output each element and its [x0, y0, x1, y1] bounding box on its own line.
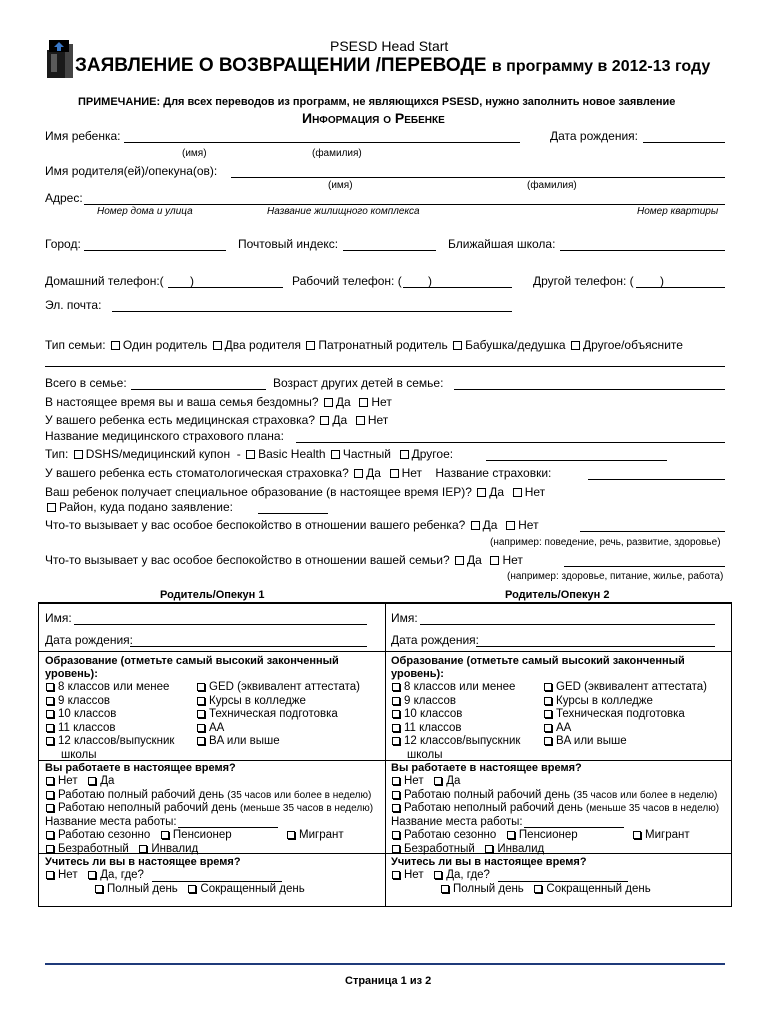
edu-option: 9 классов [404, 694, 456, 707]
g2-name-field[interactable] [420, 624, 715, 625]
workplace-label: Название места работы: [45, 815, 177, 828]
g1-study-heading: Учитесь ли вы в настоящее время? [45, 856, 241, 868]
edu-option: 12 классов/выпускник [58, 735, 175, 747]
work-other: Пенсионер [518, 829, 578, 841]
work-full: Работаю полный рабочий день [404, 788, 571, 801]
district-field[interactable] [258, 513, 328, 514]
g1-dob-label: Дата рождения: [45, 633, 133, 647]
table-mid-border [385, 603, 386, 906]
work-part-hint: (меньше 35 часов в неделю) [240, 803, 374, 814]
checkbox[interactable] [392, 683, 400, 691]
work-part: Работаю неполный рабочий день [58, 802, 237, 814]
district-row [45, 500, 233, 514]
checkbox[interactable] [441, 885, 449, 893]
checkbox[interactable] [47, 503, 56, 512]
edu-option: 11 классов [404, 721, 462, 734]
other-phone-close: ) [660, 274, 664, 288]
work-full-hint: (35 часов или более в неделю) [573, 789, 718, 801]
child-dob-label: Дата рождения: [550, 129, 638, 143]
ins-type-option: DSHS/медицинский купон [85, 447, 231, 461]
checkbox[interactable] [188, 885, 196, 893]
total-family-field[interactable] [131, 389, 266, 390]
no-label: Нет [367, 413, 389, 427]
email-label: Эл. почта: [45, 298, 102, 312]
other-ages-field[interactable] [454, 389, 725, 390]
checkbox[interactable] [46, 683, 54, 691]
work-phone-close: ) [428, 274, 432, 288]
special-ed-row [45, 485, 545, 499]
school-field[interactable] [560, 250, 725, 251]
workplace-label: Название места работы: [391, 815, 523, 828]
zip-label: Почтовый индекс: [238, 237, 339, 251]
edu-option: Курсы в колледже [556, 694, 653, 707]
checkbox[interactable] [392, 710, 400, 718]
checkbox[interactable] [74, 450, 83, 459]
g2-edu-right [543, 681, 707, 749]
edu-option: 10 классов [404, 708, 463, 720]
homeless-row [45, 395, 392, 409]
checkbox[interactable] [46, 737, 54, 745]
work-other: Пенсионер [172, 829, 232, 841]
child-concern-row [45, 518, 539, 532]
checkbox[interactable] [197, 737, 205, 745]
table-bottom-border [38, 906, 732, 907]
checkbox[interactable] [320, 416, 329, 425]
home-phone-close: ) [190, 274, 194, 288]
g2-study-type [440, 883, 651, 895]
checkbox[interactable] [507, 831, 515, 839]
logo [45, 38, 75, 80]
no-label: Нет [524, 485, 546, 499]
edu-option: 8 классов или менее [58, 681, 170, 693]
checkbox[interactable] [490, 556, 499, 565]
child-concern-hint: (например: поведение, речь, развитие, здоровье) [490, 537, 721, 548]
checkbox[interactable] [287, 831, 295, 839]
other-ages-label: Возраст других детей в семье: [273, 376, 444, 390]
guardian-2-heading: Родитель/Опекун 2 [505, 589, 610, 601]
study-full: Полный день [453, 883, 524, 895]
checkbox[interactable] [331, 450, 340, 459]
g1-work-block [45, 775, 373, 856]
g1-workplace-field[interactable] [178, 827, 278, 828]
checkbox[interactable] [354, 469, 363, 478]
checkbox[interactable] [46, 804, 54, 812]
child-concern-field[interactable] [580, 531, 725, 532]
edu-option: Техническая подготовка [556, 708, 685, 720]
checkbox[interactable] [392, 804, 400, 812]
ins-type-option: Частный [342, 447, 391, 461]
family-other-field[interactable] [45, 366, 725, 367]
table-right-border [731, 603, 732, 906]
yes-label: Да [489, 485, 505, 499]
checkbox[interactable] [197, 710, 205, 718]
checkbox[interactable] [95, 885, 103, 893]
parents-label: Имя родителя(ей)/опекуна(ов): [45, 164, 218, 178]
g1-edu-heading: Образование (отметьте самый высокий законченный [45, 655, 339, 667]
yes-label: Да [467, 553, 482, 567]
g2-dob-label: Дата рождения: [391, 633, 479, 647]
checkbox[interactable] [46, 710, 54, 718]
checkbox[interactable] [139, 845, 147, 853]
work-other: Мигрант [645, 829, 690, 841]
checkbox[interactable] [46, 831, 54, 839]
checkbox[interactable] [544, 710, 552, 718]
yes-label: Да [366, 466, 381, 480]
no-label: Нет [371, 395, 392, 409]
no-label: Нет [502, 553, 523, 567]
checkbox[interactable] [213, 341, 222, 350]
edu-option: Курсы в колледже [209, 694, 306, 707]
g2-study-row [391, 869, 490, 881]
checkbox[interactable] [485, 845, 493, 853]
checkbox[interactable] [434, 871, 442, 879]
checkbox[interactable] [392, 845, 400, 853]
dental-name-field[interactable] [588, 479, 725, 480]
checkbox[interactable] [477, 488, 486, 497]
work-yes: Да [446, 775, 461, 787]
g2-edu-heading-2: уровень): [391, 668, 444, 680]
family-type-option: Бабушка/дедушка [465, 338, 566, 352]
checkbox[interactable] [506, 521, 515, 530]
checkbox[interactable] [471, 521, 480, 530]
checkbox[interactable] [197, 724, 205, 732]
edu-option: 12 классов/выпускник [404, 735, 521, 747]
no-label: Нет [401, 466, 423, 480]
checkbox[interactable] [544, 737, 552, 745]
parents-last-hint: (фамилия) [527, 180, 577, 191]
study-part: Сокращенный день [546, 883, 651, 895]
g2-edu-heading: Образование (отметьте самый высокий законченный [391, 655, 685, 667]
yes-label: Да [335, 395, 351, 409]
other-phone-label: Другой телефон: ( [533, 274, 634, 288]
g1-name-field[interactable] [74, 624, 367, 625]
section-title: Информация о Ребенке [302, 110, 445, 126]
checkbox[interactable] [356, 416, 365, 425]
checkbox[interactable] [46, 791, 54, 799]
work-no: Нет [58, 775, 78, 787]
ins-type-label: Тип: [45, 447, 69, 461]
study-yes: Да, где? [100, 869, 144, 881]
g1-study-row [45, 869, 144, 881]
address-field[interactable] [84, 204, 725, 205]
plan-field[interactable] [296, 442, 725, 443]
edu-option-cont: школы [61, 748, 97, 761]
edu-option: 11 классов [58, 721, 116, 734]
table-left-border [38, 603, 39, 906]
checkbox[interactable] [390, 469, 399, 478]
edu-option: 10 классов [58, 708, 117, 720]
page-number: Страница 1 из 2 [345, 975, 432, 987]
homeless-question: В настоящее время вы и ваша семья бездомны? [45, 395, 319, 409]
home-phone-field[interactable] [168, 287, 283, 288]
g2-edu-left [391, 681, 520, 762]
org-name: PSESD Head Start [330, 38, 449, 54]
family-concern-question: Что-то вызывает у вас особое беспокойство в отношении вашей семьи? [45, 553, 450, 567]
note: ПРИМЕЧАНИЕ: Для всех переводов из программ, не являющихся PSESD, нужно заполнить новое заявление [78, 96, 676, 108]
checkbox[interactable] [88, 777, 96, 785]
dental-name-label: Название страховки: [435, 466, 552, 480]
g2-dob-field[interactable] [476, 646, 715, 647]
checkbox[interactable] [571, 341, 580, 350]
family-type-row [45, 338, 683, 352]
g2-migrant [632, 829, 690, 841]
checkbox[interactable] [400, 450, 409, 459]
ins-type-row [45, 447, 453, 461]
yes-label: Да [332, 413, 348, 427]
address-hint-street: Номер дома и улица [97, 206, 193, 217]
checkbox[interactable] [455, 556, 464, 565]
edu-option: BA или выше [209, 735, 280, 747]
work-phone-field[interactable] [403, 287, 512, 288]
checkbox[interactable] [46, 871, 54, 879]
parents-first-hint: (имя) [328, 180, 353, 191]
g1-edu-heading-2: уровень): [45, 668, 98, 680]
g1-edu-right [196, 681, 360, 749]
g2-name-label: Имя: [391, 611, 418, 625]
logo-icon [45, 38, 77, 82]
child-dob-field[interactable] [643, 142, 725, 143]
checkbox[interactable] [392, 777, 400, 785]
work-other: Инвалид [151, 842, 199, 855]
checkbox[interactable] [359, 398, 368, 407]
checkbox[interactable] [197, 697, 205, 705]
g2-work-heading: Вы работаете в настоящее время? [391, 762, 582, 774]
plan-label: Название медицинского страхового плана: [45, 429, 284, 443]
checkbox[interactable] [88, 871, 96, 879]
ins-other-field[interactable] [486, 460, 667, 461]
checkbox[interactable] [392, 831, 400, 839]
child-name-field[interactable] [124, 142, 520, 143]
dental-question: У вашего ребенка есть стоматологическая страховка? [45, 466, 349, 480]
g2-study-heading: Учитесь ли вы в настоящее время? [391, 856, 587, 868]
edu-option: 8 классов или менее [404, 681, 516, 693]
g1-migrant [286, 829, 344, 841]
city-label: Город: [45, 237, 81, 251]
guardian-1-heading: Родитель/Опекун 1 [160, 589, 265, 601]
family-concern-hint: (например: здоровье, питание, жилье, работа) [507, 571, 724, 582]
special-ed-question: Ваш ребенок получает специальное образование (в настоящее время IEP)? [45, 485, 472, 499]
family-concern-row [45, 553, 523, 567]
study-no: Нет [58, 869, 78, 881]
work-other: Работаю сезонно [404, 829, 497, 841]
checkbox[interactable] [544, 683, 552, 691]
table-row-divider [38, 651, 732, 652]
total-family-label: Всего в семье: [45, 376, 127, 390]
yes-label: Да [482, 518, 498, 532]
work-other: Безработный [58, 842, 129, 855]
work-phone-label: Рабочий телефон: ( [292, 274, 402, 288]
g1-study-field[interactable] [152, 881, 282, 882]
checkbox[interactable] [46, 724, 54, 732]
work-full-hint: (35 часов или более в неделю) [227, 789, 372, 801]
checkbox[interactable] [111, 341, 120, 350]
checkbox[interactable] [392, 737, 400, 745]
parents-field[interactable] [231, 177, 725, 178]
study-part: Сокращенный день [200, 883, 305, 895]
checkbox[interactable] [392, 697, 400, 705]
child-name-label: Имя ребенка: [45, 129, 121, 143]
study-no: Нет [404, 869, 424, 881]
checkbox[interactable] [46, 845, 54, 853]
school-label: Ближайшая школа: [448, 237, 556, 251]
title-suffix: в программу в 2012-13 году [491, 58, 711, 75]
page-title [75, 55, 710, 77]
child-concern-question: Что-то вызывает у вас особое беспокойство в отношении вашего ребенка? [45, 518, 466, 532]
checkbox[interactable] [392, 724, 400, 732]
checkbox[interactable] [197, 683, 205, 691]
family-type-option: Один родитель [122, 338, 208, 352]
edu-option-cont: школы [407, 748, 443, 761]
edu-option: GED (эквивалент аттестата) [209, 681, 361, 693]
edu-option: AA [556, 721, 572, 734]
insurance-row [45, 413, 388, 427]
work-yes: Да [100, 775, 115, 787]
checkbox[interactable] [306, 341, 315, 350]
edu-option: AA [209, 721, 225, 734]
g1-edu-left [45, 681, 174, 762]
title-main: ЗАЯВЛЕНИЕ О ВОЗВРАЩЕНИИ /ПЕРЕВОДЕ [75, 55, 487, 76]
family-type-option: Другое/объясните [582, 338, 683, 352]
footer-rule [45, 963, 725, 965]
work-other: Работаю сезонно [58, 829, 151, 841]
family-type-option: Патронатный родитель [318, 338, 448, 352]
work-other: Безработный [404, 842, 475, 855]
family-type-option: Два родителя [224, 338, 301, 352]
checkbox[interactable] [246, 450, 255, 459]
g1-dob-field[interactable] [130, 646, 367, 647]
work-other: Инвалид [497, 842, 545, 855]
address-hint-complex: Название жилищного комплекса [267, 206, 420, 217]
ins-type-option: Другое: [411, 447, 454, 461]
checkbox[interactable] [434, 777, 442, 785]
checkbox[interactable] [544, 697, 552, 705]
address-label: Адрес: [45, 191, 83, 205]
work-full: Работаю полный рабочий день [58, 788, 225, 801]
study-yes: Да, где? [446, 869, 490, 881]
checkbox[interactable] [633, 831, 641, 839]
g1-work-heading: Вы работаете в настоящее время? [45, 762, 236, 774]
g2-work-block [391, 775, 719, 856]
work-part-hint: (меньше 35 часов в неделю) [586, 803, 720, 814]
g2-workplace-field[interactable] [524, 827, 624, 828]
edu-option: GED (эквивалент аттестата) [556, 681, 708, 693]
edu-option: Техническая подготовка [209, 708, 338, 720]
checkbox[interactable] [392, 871, 400, 879]
city-field[interactable] [84, 250, 226, 251]
checkbox[interactable] [544, 724, 552, 732]
dash: - [236, 447, 241, 461]
ins-type-option: Basic Health [258, 447, 326, 461]
g2-study-field[interactable] [498, 881, 628, 882]
dental-row [45, 466, 551, 480]
last-name-hint: (фамилия) [312, 148, 362, 159]
edu-option: BA или выше [556, 735, 627, 747]
checkbox[interactable] [534, 885, 542, 893]
family-concern-field[interactable] [564, 566, 725, 567]
family-type-label: Тип семьи: [45, 338, 106, 352]
address-hint-apt: Номер квартиры [637, 206, 719, 217]
work-no: Нет [404, 775, 424, 787]
g1-study-type [94, 883, 305, 895]
checkbox[interactable] [453, 341, 462, 350]
checkbox[interactable] [324, 398, 333, 407]
district-label: Район, куда подано заявление: [59, 500, 233, 514]
first-name-hint: (имя) [182, 148, 207, 159]
work-part: Работаю неполный рабочий день [404, 802, 583, 814]
checkbox[interactable] [513, 488, 522, 497]
home-phone-label: Домашний телефон:( [45, 274, 164, 288]
zip-field[interactable] [343, 250, 436, 251]
other-phone-field[interactable] [636, 287, 725, 288]
study-full: Полный день [107, 883, 178, 895]
email-field[interactable] [112, 311, 512, 312]
work-other: Мигрант [299, 829, 344, 841]
g1-name-label: Имя: [45, 611, 72, 625]
checkbox[interactable] [46, 777, 54, 785]
no-label: Нет [518, 518, 539, 532]
insurance-question: У вашего ребенка есть медицинская страховка? [45, 413, 316, 427]
checkbox[interactable] [46, 697, 54, 705]
edu-option: 9 классов [58, 694, 110, 707]
checkbox[interactable] [392, 791, 400, 799]
checkbox[interactable] [161, 831, 169, 839]
